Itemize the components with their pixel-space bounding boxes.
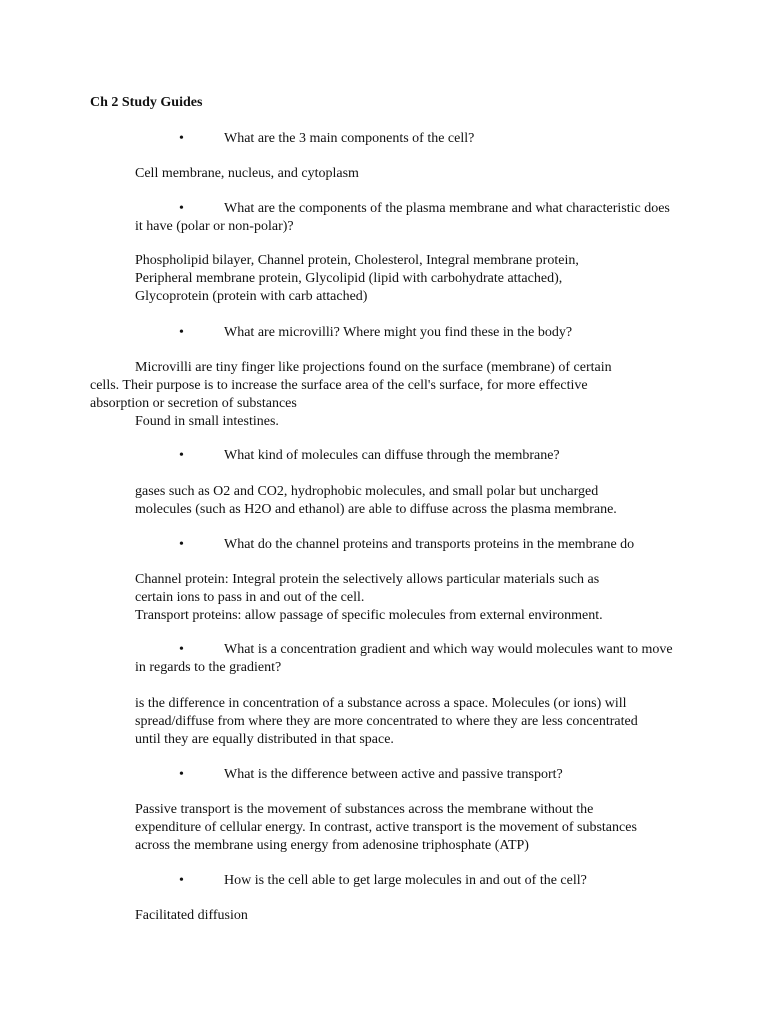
bullet-icon: • [179,767,184,782]
bullet-icon: • [179,201,184,216]
question-3 [135,324,680,342]
answer-line: molecules (such as H2O and ethanol) are able to diffuse across the plasma membrane. [135,502,617,517]
question-text: What are the components of the plasma membrane and what characteristic does it have (polar or non-polar)? [135,201,670,234]
answer-line: until they are equally distributed in that space. [135,732,394,747]
question-8 [135,872,680,890]
bullet-icon: • [179,448,184,463]
answer-line: certain ions to pass in and out of the cell. [135,590,365,605]
question-text: How is the cell able to get large molecules in and out of the cell? [224,873,587,888]
answer-line: cells. Their purpose is to increase the surface area of the cell's surface, for more effective [90,378,588,393]
answer-line: Phospholipid bilayer, Channel protein, Cholesterol, Integral membrane protein, [135,253,579,268]
answer-line: Peripheral membrane protein, Glycolipid (lipid with carbohydrate attached), [135,271,563,286]
question-4 [135,447,680,465]
answer-line: Transport proteins: allow passage of specific molecules from external environment. [135,608,603,623]
answer-line: Microvilli are tiny finger like projections found on the surface (membrane) of certain [135,360,612,375]
question-5 [135,536,680,554]
answer-line: expenditure of cellular energy. In contrast, active transport is the movement of substances [135,820,637,835]
answer-6 [135,695,680,749]
question-text: What do the channel proteins and transports proteins in the membrane do [224,537,635,552]
answer-line: gases such as O2 and CO2, hydrophobic molecules, and small polar but uncharged [135,484,599,499]
answer-7 [135,801,680,855]
answer-line: is the difference in concentration of a substance across a space. Molecules (or ions) will [135,696,627,711]
bullet-icon: • [179,131,184,146]
answer-4 [135,483,680,519]
answer-5 [135,571,680,625]
question-7 [135,766,680,784]
answer-8 [135,907,680,925]
question-text: What are microvilli? Where might you find these in the body? [224,325,573,340]
question-1 [135,130,680,148]
answer-line: absorption or secretion of substances [90,396,297,411]
bullet-icon: • [179,537,184,552]
bullet-icon: • [179,642,184,657]
question-text: What is the difference between active and passive transport? [224,767,563,782]
bullet-icon: • [179,873,184,888]
question-text: What is a concentration gradient and which way would molecules want to move in regards to the gradient? [135,642,673,675]
answer-line: Found in small intestines. [135,414,279,429]
bullet-icon: • [179,325,184,340]
answer-3 [90,359,680,431]
page-title: Ch 2 Study Guides [90,95,203,110]
answer-line: across the membrane using energy from adenosine triphosphate (ATP) [135,838,529,853]
question-text: What are the 3 main components of the cell? [224,131,475,146]
answer-1 [135,165,680,183]
answer-2 [135,252,680,306]
answer-line: spread/diffuse from where they are more concentrated to where they are less concentrated [135,714,638,729]
question-text: What kind of molecules can diffuse through the membrane? [224,448,560,463]
question-6 [135,641,680,677]
question-2 [135,200,680,236]
answer-line: Cell membrane, nucleus, and cytoplasm [135,166,359,181]
answer-line: Facilitated diffusion [135,908,248,923]
answer-line: Channel protein: Integral protein the selectively allows particular materials such as [135,572,600,587]
answer-line: Passive transport is the movement of substances across the membrane without the [135,802,594,817]
answer-line: Glycoprotein (protein with carb attached) [135,289,368,304]
